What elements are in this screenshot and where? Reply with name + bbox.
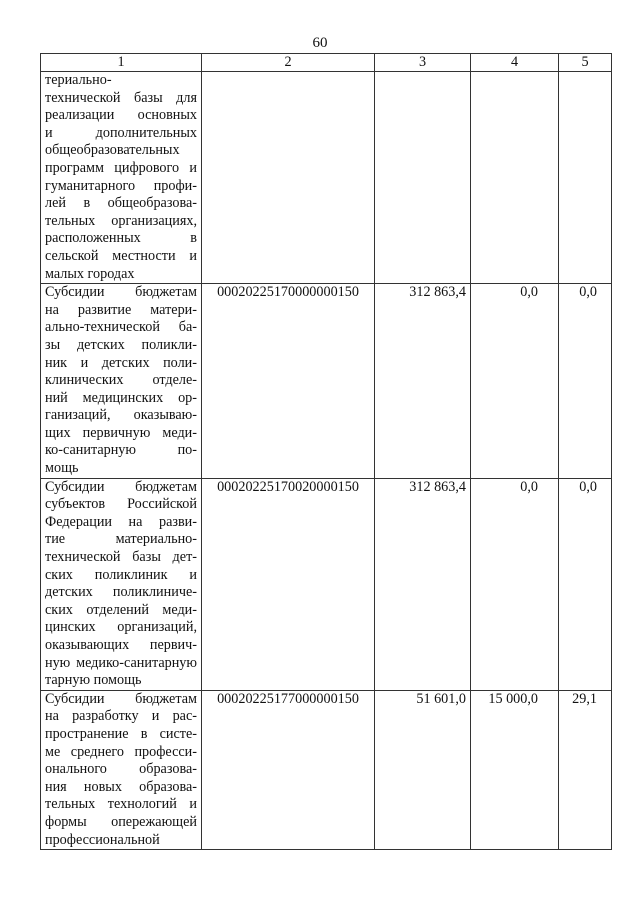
description-line: технической базы для bbox=[45, 89, 197, 106]
description-line: тие материально- bbox=[45, 531, 197, 548]
row-value-col4: 0,0 bbox=[471, 478, 559, 690]
description-line: и дополнительных bbox=[45, 124, 197, 141]
row-value-col3 bbox=[375, 72, 471, 284]
description-line: малых городах bbox=[45, 265, 135, 282]
column-header-3: 3 bbox=[375, 54, 471, 72]
description-line: мощь bbox=[45, 460, 79, 477]
row-value-col3: 312 863,4 bbox=[375, 284, 471, 479]
description-line: гуманитарного профи- bbox=[45, 177, 197, 194]
description-line: онального образова- bbox=[45, 761, 197, 778]
row-value-col5: 0,0 bbox=[559, 478, 612, 690]
description-line: ник и детских поли- bbox=[45, 354, 197, 371]
description-line: пространение в систе- bbox=[45, 725, 197, 742]
description-line: на развитие матери- bbox=[45, 301, 197, 318]
description-line: сельской местности и bbox=[45, 247, 197, 264]
description-line: субъектов Российской bbox=[45, 496, 197, 513]
column-header-2: 2 bbox=[202, 54, 375, 72]
description-line: щих первичную меди- bbox=[45, 424, 197, 441]
row-code: 00020225170000000150 bbox=[202, 284, 375, 479]
description-line: технической базы дет- bbox=[45, 549, 197, 566]
table-row bbox=[41, 72, 612, 284]
row-value-col5 bbox=[559, 72, 612, 284]
description-line: ме среднего професси- bbox=[45, 743, 197, 760]
description-line: детских поликлиниче- bbox=[45, 584, 197, 601]
description-line: на разработку и рас- bbox=[45, 708, 197, 725]
description-line: ко-санитарную по- bbox=[45, 442, 197, 459]
description-line: лей в общеобразова- bbox=[45, 195, 197, 212]
description-line: зы детских поликли- bbox=[45, 336, 197, 353]
row-value-col5: 29,1 bbox=[559, 690, 612, 849]
row-description bbox=[41, 72, 202, 284]
row-code: 00020225170020000150 bbox=[202, 478, 375, 690]
description-line: ских поликлиник и bbox=[45, 566, 197, 583]
description-line: ную медико-санитарную bbox=[45, 654, 197, 671]
description-line: териально- bbox=[45, 72, 112, 88]
description-line: цинских организаций, bbox=[45, 619, 197, 636]
row-code: 00020225177000000150 bbox=[202, 690, 375, 849]
description-line: ганизаций, оказываю- bbox=[45, 407, 197, 424]
row-value-col3: 312 863,4 bbox=[375, 478, 471, 690]
description-line: тельных технологий и bbox=[45, 796, 197, 813]
description-line: расположенных в bbox=[45, 230, 197, 247]
description-line: ально-технической ба- bbox=[45, 319, 197, 336]
row-description bbox=[41, 478, 202, 690]
budget-table bbox=[40, 53, 612, 850]
description-line: Субсидии бюджетам bbox=[45, 478, 197, 495]
row-value-col4: 15 000,0 bbox=[471, 690, 559, 849]
row-value-col5: 0,0 bbox=[559, 284, 612, 479]
description-line: тарную помощь bbox=[45, 672, 142, 689]
column-header-1: 1 bbox=[41, 54, 202, 72]
row-value-col4: 0,0 bbox=[471, 284, 559, 479]
description-line: клинических отделе- bbox=[45, 372, 197, 389]
description-line: Субсидии бюджетам bbox=[45, 690, 197, 707]
description-line: ских отделений меди- bbox=[45, 601, 197, 618]
description-line: Субсидии бюджетам bbox=[45, 284, 197, 301]
table-header-row bbox=[41, 54, 612, 72]
column-header-5: 5 bbox=[559, 54, 612, 72]
description-line: формы опережающей bbox=[45, 813, 197, 830]
row-description bbox=[41, 284, 202, 479]
table-row bbox=[41, 478, 612, 690]
description-line: программ цифрового и bbox=[45, 159, 197, 176]
page-number: 60 bbox=[312, 35, 328, 51]
column-header-4: 4 bbox=[471, 54, 559, 72]
description-line: тельных организациях, bbox=[45, 212, 197, 229]
description-line: ний медицинских ор- bbox=[45, 389, 197, 406]
row-code bbox=[202, 72, 375, 284]
description-line: оказывающих первич- bbox=[45, 637, 197, 653]
description-line: общеобразовательных bbox=[45, 142, 180, 159]
row-value-col3: 51 601,0 bbox=[375, 690, 471, 849]
description-line: реализации основных bbox=[45, 107, 197, 124]
table-row bbox=[41, 690, 612, 849]
row-description bbox=[41, 690, 202, 849]
description-line: Федерации на разви- bbox=[45, 513, 197, 530]
description-line: профессиональной bbox=[45, 831, 160, 848]
row-value-col4 bbox=[471, 72, 559, 284]
table-row bbox=[41, 284, 612, 479]
description-line: ния новых образова- bbox=[45, 778, 197, 795]
